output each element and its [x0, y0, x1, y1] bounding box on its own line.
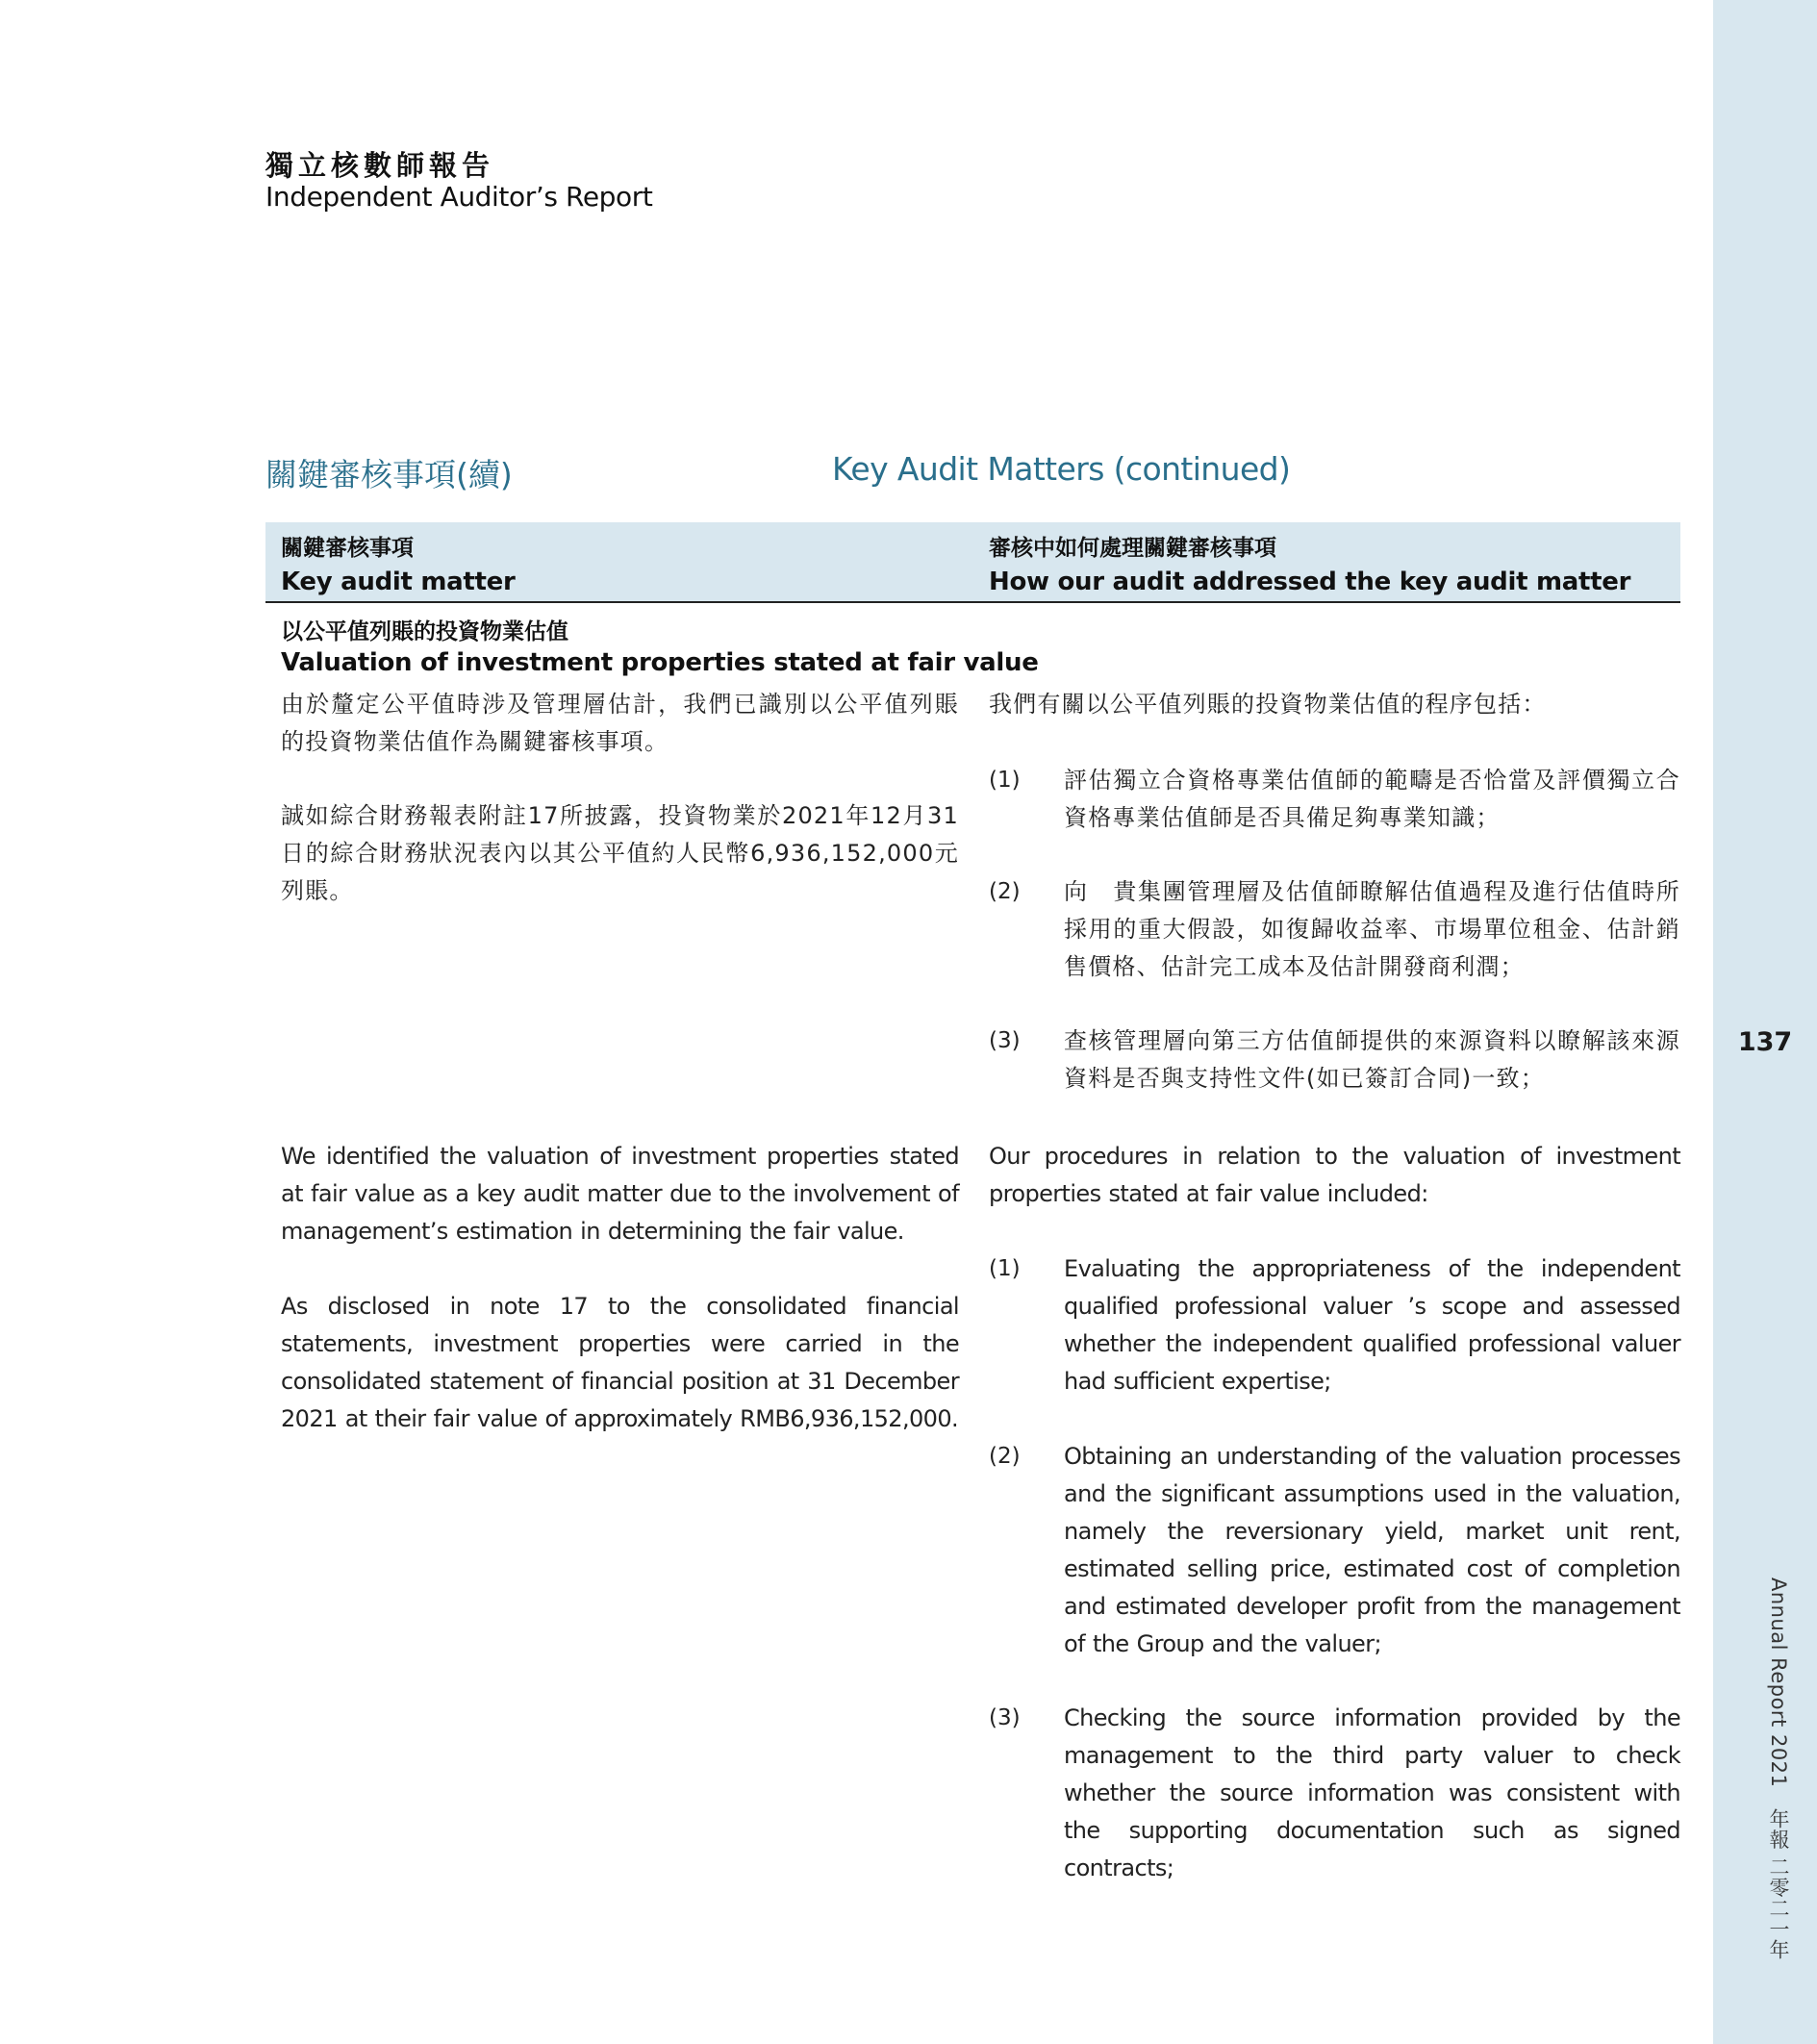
procedures-intro-zh: 我們有關以公平值列賬的投資物業估值的程序包括： — [989, 691, 1547, 718]
item-text-zh: 評估獨立合資格專業估值師的範疇是否恰當及評價獨立合資格專業估值師是否具備足夠專業知識； — [1064, 767, 1680, 831]
item-number: (1) — [989, 1256, 1021, 1281]
table-header — [265, 522, 1680, 603]
item-text-en: Checking the source information provided by the management to the third party valuer to check whether the source information was consistent with the supporting documentation such as signed contracts; — [1064, 1704, 1680, 1881]
key-audit-matter-column-header — [281, 532, 516, 599]
annual-report-label: Annual Report 2021 年報 二零二一年 — [1767, 1577, 1790, 1960]
item-number: (3) — [989, 1028, 1021, 1053]
report-title-en: Independent Auditor’s Report — [265, 181, 653, 213]
section-title-en: Key Audit Matters (continued) — [832, 450, 1291, 488]
column-header-en: How our audit addressed the key audit matter — [989, 568, 1631, 596]
item-text-zh: 向 貴集團管理層及估值師瞭解估值過程及進行估值時所採用的重大假設，如復歸收益率、市場單位租金、估計銷售價格、估計完工成本及估計開發商利潤； — [1064, 878, 1680, 980]
column-header-zh: 審核中如何處理關鍵審核事項 — [989, 536, 1276, 561]
matter-paragraph-en-2: As disclosed in note 17 to the consolidated financial statements, investment properties were carried in the consolidated statement of financial position at 31 December 2021 at their fair value of approximately RMB6,936,152,000. — [281, 1293, 959, 1432]
item-number: (2) — [989, 879, 1021, 904]
item-text-en: Obtaining an understanding of the valuation processes and the significant assumptions used in the valuation, namely the reversionary yield, market unit rent, estimated selling price, estimated cost of completion and estimated developer profit from the management of the Group and the valuer; — [1064, 1443, 1680, 1657]
section-title-zh: 關鍵審核事項(續) — [265, 456, 513, 493]
column-header-en: Key audit matter — [281, 568, 516, 596]
item-text-zh: 查核管理層向第三方估值師提供的來源資料以瞭解該來源資料是否與支持性文件(如已簽訂合同)一致； — [1064, 1027, 1680, 1092]
matter-paragraph-en-1: We identified the valuation of investment properties stated at fair value as a key audit matter due to the involvement of management’s estimation in determining the fair value. — [281, 1143, 959, 1245]
item-number: (2) — [989, 1444, 1021, 1469]
item-number: (3) — [989, 1705, 1021, 1730]
matter-paragraph-zh-1: 由於釐定公平值時涉及管理層估計，我們已識別以公平值列賬的投資物業估值作為關鍵審核事項。 — [281, 691, 959, 755]
procedures-intro-en: Our procedures in relation to the valuation of investment properties stated at fair value included: — [989, 1143, 1680, 1207]
column-header-zh: 關鍵審核事項 — [281, 536, 414, 561]
item-text-en: Evaluating the appropriateness of the independent qualified professional valuer ’s scope and assessed whether the independent qualified professional valuer had sufficient expertise; — [1064, 1255, 1680, 1395]
report-title-zh: 獨立核數師報告 — [265, 149, 495, 182]
page-number: 137 — [1737, 1027, 1793, 1057]
matter-paragraph-zh-2: 誠如綜合財務報表附註17所披露，投資物業於2021年12月31日的綜合財務狀況表內以其公平值約人民幣6,936,152,000元列賬。 — [281, 802, 959, 904]
matter-title-en: Valuation of investment properties stated at fair value — [281, 648, 1039, 677]
how-addressed-column-header — [989, 532, 1630, 599]
matter-title-zh: 以公平值列賬的投資物業估值 — [281, 619, 568, 644]
item-number: (1) — [989, 768, 1021, 793]
